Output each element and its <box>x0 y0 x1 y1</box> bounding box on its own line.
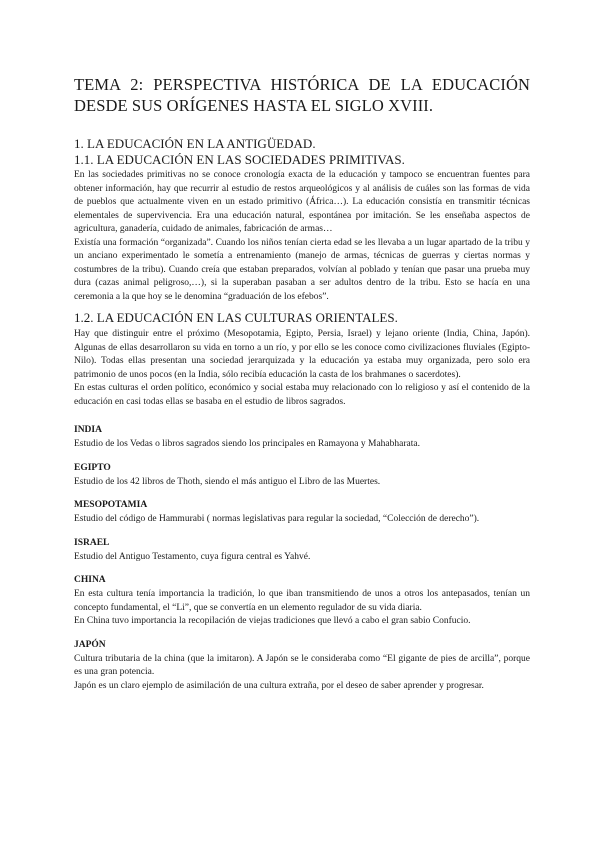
paragraph: En estas culturas el orden político, económico y social estaba muy relacionado con lo religioso y así el contenido de la educación en casi todas ellas se basaba en el estudio de libros sagrados. <box>74 383 530 407</box>
culture-text: Cultura tributaria de la china (que la imitaron). A Japón se le consideraba como “El gigante de pies de arcilla”, porque es una gran potencia. <box>74 653 530 677</box>
paragraph: En las sociedades primitivas no se conoce cronología exacta de la educación y tampoco se encuentran fuentes para obtener información, hay que recurrir al estudio de restos arqueológicos y al análisis de cuáles son las formas de vida de pueblos que actualmente viven en un estado primitivo (África…). La educación consistía en transmitir técnicas elementales de supervivencia. Era una educación natural, espontánea por imitación. Se les enseñaba aspectos de agricultura, ganadería, cuidado de animales, fabricación de armas… <box>74 170 530 234</box>
paragraph: Existía una formación “organizada”. Cuando los niños tenían cierta edad se les llevaba a un lugar apartado de la tribu y un anciano experimentado le sometía a entrenamiento (manejo de armas, técnicas de guerras y ciertas normas y costumbres de la tribu). Cuando creía que estaban preparados, volvían al poblado y tenían que pasar una prueba muy dura (cazas animal peligroso,…), si la superaban pasaban a ser adultos dentro de la tribu. Esto se hacía en una ceremonia a la que hoy se le denomina “graduación de los efebos”. <box>74 237 530 302</box>
culture-heading-egipto: EGIPTO <box>74 462 111 473</box>
culture-heading-japon: JAPÓN <box>74 639 106 650</box>
document-page <box>74 74 530 693</box>
culture-text: En esta cultura tenía importancia la tradición, lo que iban transmitiendo de unos a otros los antepasados, tenían un concepto fundamental, el “Li”, que se convertía en un elemento regulador de su vida diaria. <box>74 589 530 613</box>
section-antiguedad <box>74 136 530 304</box>
culture-text: Estudio del Antiguo Testamento, cuya figura central es Yahvé. <box>74 551 311 562</box>
culture-heading-mesopotamia: MESOPOTAMIA <box>74 500 148 510</box>
section-culturas-orientales <box>74 310 530 693</box>
culture-text: Estudio de los 42 libros de Thoth, siendo el más antiguo el Libro de las Muertes. <box>74 476 381 487</box>
culture-text: Estudio del código de Hammurabi ( normas legislativas para regular la sociedad, “Colección de derecho”). <box>74 514 480 524</box>
culture-text: Japón es un claro ejemplo de asimilación de una cultura extraña, por el deseo de saber aprender y progresar. <box>74 680 484 691</box>
culture-heading-israel: ISRAEL <box>74 537 110 548</box>
document-title: TEMA 2: PERSPECTIVA HISTÓRICA DE LA EDUCACIÓN DESDE SUS ORÍGENES HASTA EL SIGLO XVIII. <box>74 75 530 115</box>
culture-text: En China tuvo importancia la recopilación de viejas tradiciones que llevó a cabo el gran sabio Confucio. <box>74 616 471 626</box>
culture-heading-china: CHINA <box>74 575 106 585</box>
paragraph: Hay que distinguir entre el próximo (Mesopotamia, Egipto, Persia, Israel) y lejano oriente (India, China, Japón). Algunas de ellas desarrollaron su vida en torno a un río, y por ello se les conoce como civilizaciones fluviales (Egipto-Nilo). Todas ellas presentan una sociedad jerarquizada y la educación ya estaba muy organizada, pero solo era patrimonio de unos pocos (en la India, sólo recibía educación la casta de los brahmanes o sacerdotes). <box>74 329 530 380</box>
subsection-heading-orientales: 1.2. LA EDUCACIÓN EN LAS CULTURAS ORIENTALES. <box>74 310 398 325</box>
culture-text: Estudio de los Vedas o libros sagrados siendo los principales en Ramayona y Mahabharata. <box>74 439 420 449</box>
subsection-heading-primitivas: 1.1. LA EDUCACIÓN EN LAS SOCIEDADES PRIMITIVAS. <box>74 152 405 167</box>
culture-heading-india: INDIA <box>74 425 102 435</box>
section-heading: 1. LA EDUCACIÓN EN LA ANTIGÜEDAD. <box>74 136 316 151</box>
